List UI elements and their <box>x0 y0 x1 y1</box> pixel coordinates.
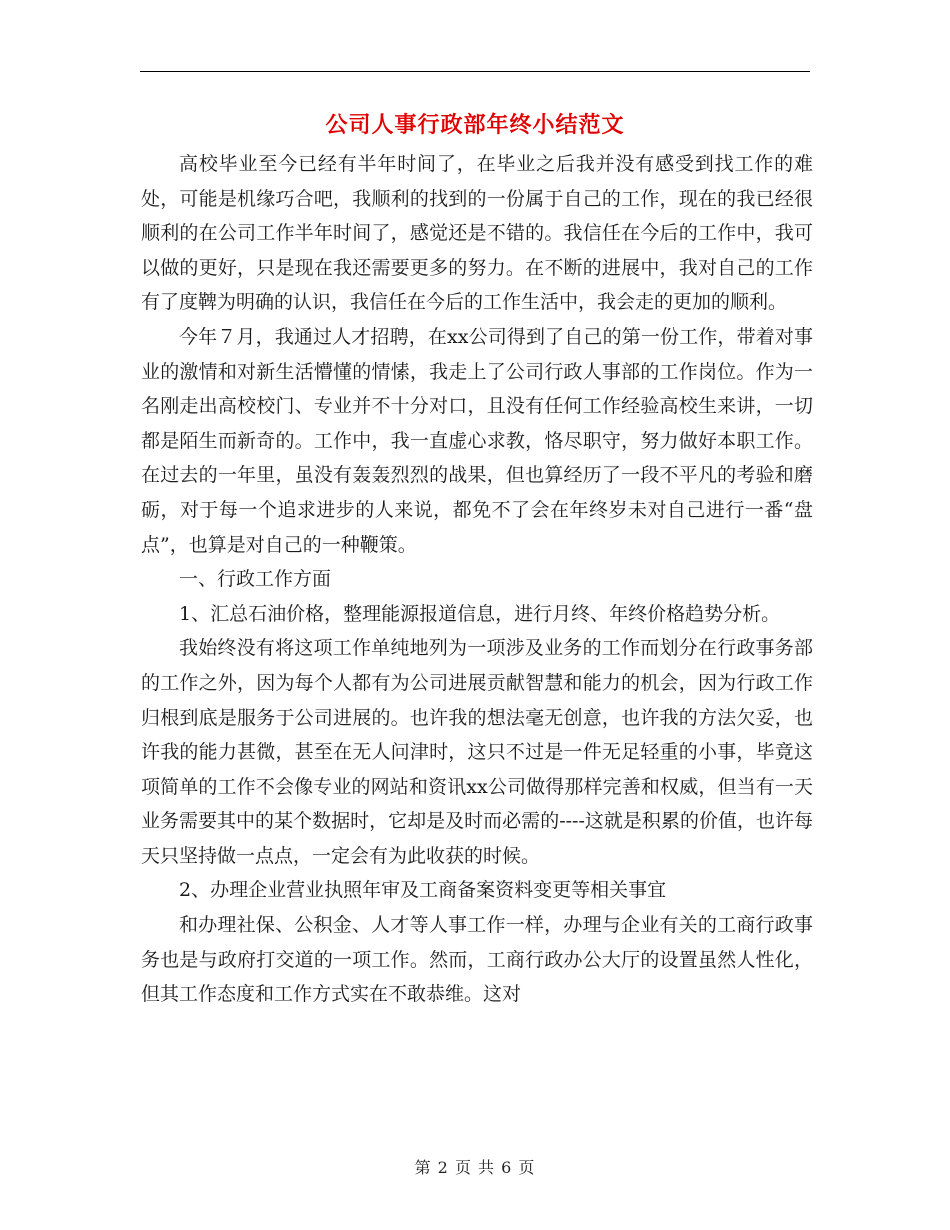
header-rule <box>140 71 810 72</box>
paragraph: 高校毕业至今已经有半年时间了，在毕业之后我并没有感受到找工作的难处，可能是机缘巧合吧，我顺利的找到的一份属于自己的工作，现在的我已经很顺利的在公司工作半年时间了，感觉还是不错的。我信任在今后的工作中，我可以做的更好，只是现在我还需要更多的努力。在不断的进展中，我对自己的工作有了度鞞为明确的认识，我信任在今后的工作生活中，我会走的更加的顺利。 <box>141 153 813 314</box>
document-body <box>141 147 813 1012</box>
page-footer: 第 2 页 共 6 页 <box>414 1158 536 1177</box>
paragraph: 我始终没有将这项工作单纯地列为一项涉及业务的工作而划分在行政事务部的工作之外，因为每个人都有为公司进展贡献智慧和能力的机会，因为行政工作归根到底是服务于公司进展的。也许我的想法毫无创意，也许我的方法欠妥，也许我的能力甚微，甚至在无人问津时，这只不过是一件无足轻重的小事，毕竟这项简单的工作不会像专业的网站和资讯xx公司做得那样完善和权威，但当有一天业务需要其中的某个数据时，它却是及时而必需的----这就是积累的价值，也许每天只坚持做一点点，一定会有为此收获的时候。 <box>141 637 813 867</box>
list-item-heading: 1、汇总石油价格，整理能源报道信息，进行月终、年终价格趋势分析。 <box>179 602 781 625</box>
paragraph: 和办理社保、公积金、人才等人事工作一样，办理与企业有关的工商行政事务也是与政府打交道的一项工作。然而，工商行政办公大厅的设置虽然人性化，但其工作态度和工作方式实在不敢恭维。这对 <box>141 914 813 1006</box>
section-heading: 一、行政工作方面 <box>179 568 332 591</box>
document-title: 公司人事行政部年终小结范文 <box>325 112 625 138</box>
paragraph: 今年７月，我通过人才招聘，在xx公司得到了自己的第一份工作，带着对事业的激情和对新生活懵懂的情愫，我走上了公司行政人事部的工作岗位。作为一名刚走出高校校门、专业并不十分对口，且没有任何工作经验高校生来讲，一切都是陌生而新奇的。工作中，我一直虚心求教，恪尽职守，努力做好本职工作。在过去的一年里，虽没有轰轰烈烈的战果，但也算经历了一段不平凡的考验和磨砺，对于每一个追求进步的人来说，都免不了会在年终岁未对自己进行一番“盘点”，也算是对自己的一种鞭策。 <box>141 325 813 556</box>
list-item-heading: 2、办理企业营业执照年审及工商备案资料变更等相关事宜 <box>179 879 667 902</box>
